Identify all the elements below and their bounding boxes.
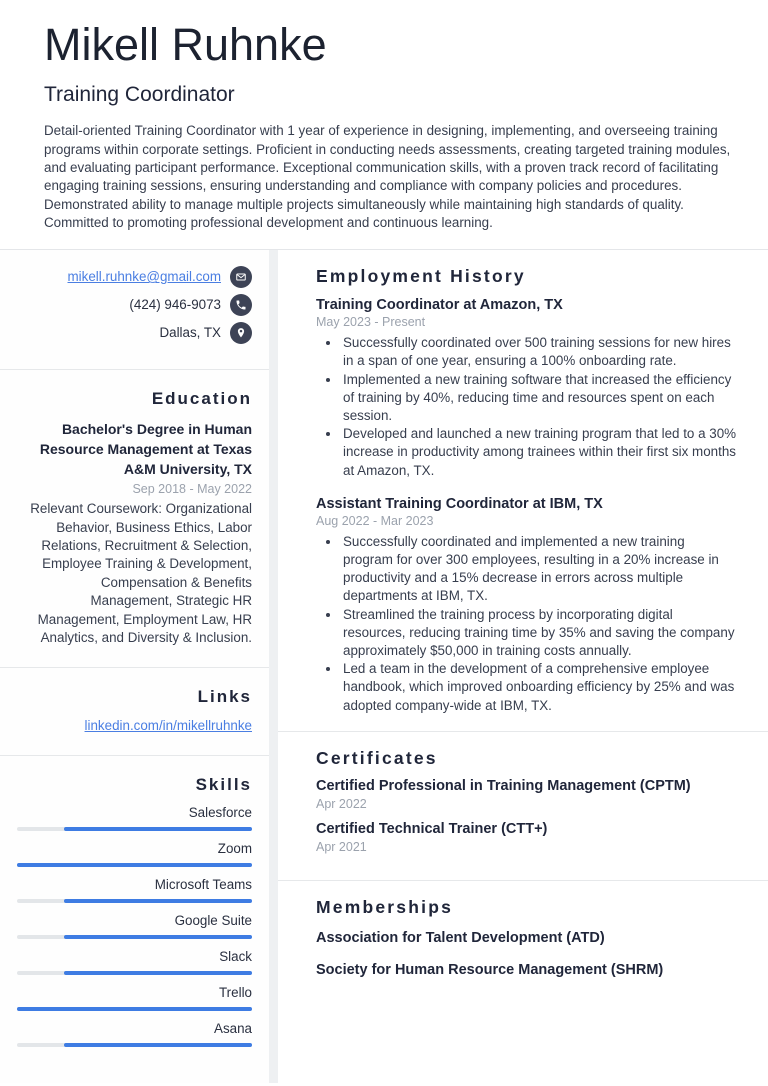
skill-name: Asana (214, 1021, 252, 1037)
main-column (278, 250, 768, 1083)
skill-name: Zoom (217, 841, 252, 857)
skill-item (17, 949, 252, 975)
skill-bar (17, 827, 252, 831)
skill-fill (17, 863, 252, 867)
linkedin-link[interactable]: linkedin.com/in/mikellruhnke (84, 718, 252, 734)
skill-name: Slack (219, 949, 252, 965)
job-bullet: • Successfully coordinated and implemented a new training program for over 300 employees, resulting in a 20% increase in productivity and a 15% decrease in errors across multiple departments at IBM, TX. (341, 533, 738, 606)
skill-name: Trello (219, 985, 252, 1001)
skill-item (17, 985, 252, 1011)
memberships-heading: Memberships (316, 896, 454, 917)
job-bullet: • Led a team in the development of a comprehensive employee handbook, which improved onboarding efficiency by 25% and was adopted company-wide at IBM, TX. (341, 660, 738, 715)
contact-row-location (17, 321, 252, 344)
job-title: Training Coordinator at Amazon, TX (316, 297, 563, 314)
skills-section (0, 755, 269, 1067)
location-pin-icon (230, 322, 252, 344)
skill-bar (17, 1007, 252, 1011)
certificate-entry (316, 821, 738, 854)
contact-section (0, 250, 269, 369)
sidebar (0, 250, 269, 1083)
job-dates: Aug 2022 - Mar 2023 (316, 513, 434, 528)
job-bullet: • Implemented a new training software that increased the efficiency of training by 40%, reducing time and resources spent on each session. (341, 371, 738, 426)
job-bullet-list (316, 334, 738, 480)
skill-item (17, 913, 252, 939)
skill-fill (64, 1043, 252, 1047)
skill-fill (64, 827, 252, 831)
column-gutter (269, 250, 278, 1083)
job-bullet: • Streamlined the training process by incorporating digital resources, reducing training time by 35% and saving the company approximately $50,000 in training costs annually. (341, 606, 738, 661)
certificate-entry (316, 778, 738, 811)
profile-summary: Detail-oriented Training Coordinator with 1 year of experience in designing, implementing, and overseeing training programs within corporate settings. Proficient in conducting needs assessments, creating targeted training modules, and evaluating participant performance. Exceptional communication skills, with a proven track record of facilitating engaging training sessions, ensuring understanding and compliance with company policies and procedures. Demonstrated ability to manage multiple projects simultaneously while maintaining high standards of quality. Committed to promoting professional development and continuous learning. (44, 123, 731, 230)
skill-item (17, 805, 252, 831)
job-entry (316, 297, 738, 480)
certificates-section (278, 731, 768, 880)
certificates-heading: Certificates (316, 747, 438, 768)
employment-history-section (278, 250, 768, 731)
skill-item (17, 877, 252, 903)
skill-bar (17, 1043, 252, 1047)
skill-name: Salesforce (188, 805, 252, 821)
education-coursework: Relevant Coursework: Organizational Behavior, Business Ethics, Labor Relations, Recruitment & Selection, Employee Training & Development, Compensation & Benefits Management, Strategic HR Management, Employment Law, HR Analytics, and Diversity & Inclusion. (30, 501, 252, 646)
envelope-icon (230, 266, 252, 288)
skill-fill (64, 971, 252, 975)
skill-fill (17, 1007, 252, 1011)
phone-icon (230, 294, 252, 316)
membership-entry: Society for Human Resource Management (SHRM) (316, 961, 664, 978)
skills-heading: Skills (195, 775, 252, 795)
education-section (0, 369, 269, 667)
candidate-name: Mikell Ruhnke (44, 19, 327, 70)
skill-name: Google Suite (174, 913, 252, 929)
email-link[interactable]: mikell.ruhnke@gmail.com (67, 269, 221, 285)
job-bullet-list (316, 533, 738, 715)
two-column-body (0, 249, 768, 1083)
links-section (0, 667, 269, 755)
employment-history-heading: Employment History (316, 266, 526, 287)
links-heading: Links (197, 687, 252, 707)
education-degree: Bachelor's Degree in Human Resource Management at Texas A&M University, TX (39, 421, 252, 478)
certificate-title: Certified Professional in Training Management (CPTM) (316, 777, 691, 794)
location-text: Dallas, TX (159, 325, 221, 341)
certificate-date: Apr 2021 (316, 839, 367, 854)
contact-row-phone (17, 293, 252, 316)
candidate-job-title: Training Coordinator (44, 83, 235, 107)
skill-fill (64, 899, 252, 903)
skill-item (17, 1021, 252, 1047)
skill-name: Microsoft Teams (154, 877, 252, 893)
skill-bar (17, 899, 252, 903)
phone-number: (424) 946-9073 (129, 297, 221, 313)
job-bullet: • Developed and launched a new training program that led to a 30% increase in productivity among trainees within their first six months at Amazon, TX. (341, 425, 738, 480)
header (0, 0, 768, 232)
job-title: Assistant Training Coordinator at IBM, TX (316, 495, 603, 512)
job-entry (316, 496, 738, 715)
skill-bar (17, 935, 252, 939)
skill-bar (17, 863, 252, 867)
memberships-section (278, 880, 768, 1010)
skill-bar (17, 971, 252, 975)
skill-fill (64, 935, 252, 939)
job-dates: May 2023 - Present (316, 315, 426, 330)
education-dates: Sep 2018 - May 2022 (132, 482, 252, 497)
certificate-title: Certified Technical Trainer (CTT+) (316, 820, 548, 837)
job-bullet: • Successfully coordinated over 500 training sessions for new hires in a span of one year, ensuring a 100% onboarding rate. (341, 334, 738, 370)
certificate-date: Apr 2022 (316, 796, 367, 811)
skill-item (17, 841, 252, 867)
membership-entry: Association for Talent Development (ATD) (316, 929, 605, 946)
contact-row-email (17, 265, 252, 288)
education-heading: Education (151, 389, 252, 409)
